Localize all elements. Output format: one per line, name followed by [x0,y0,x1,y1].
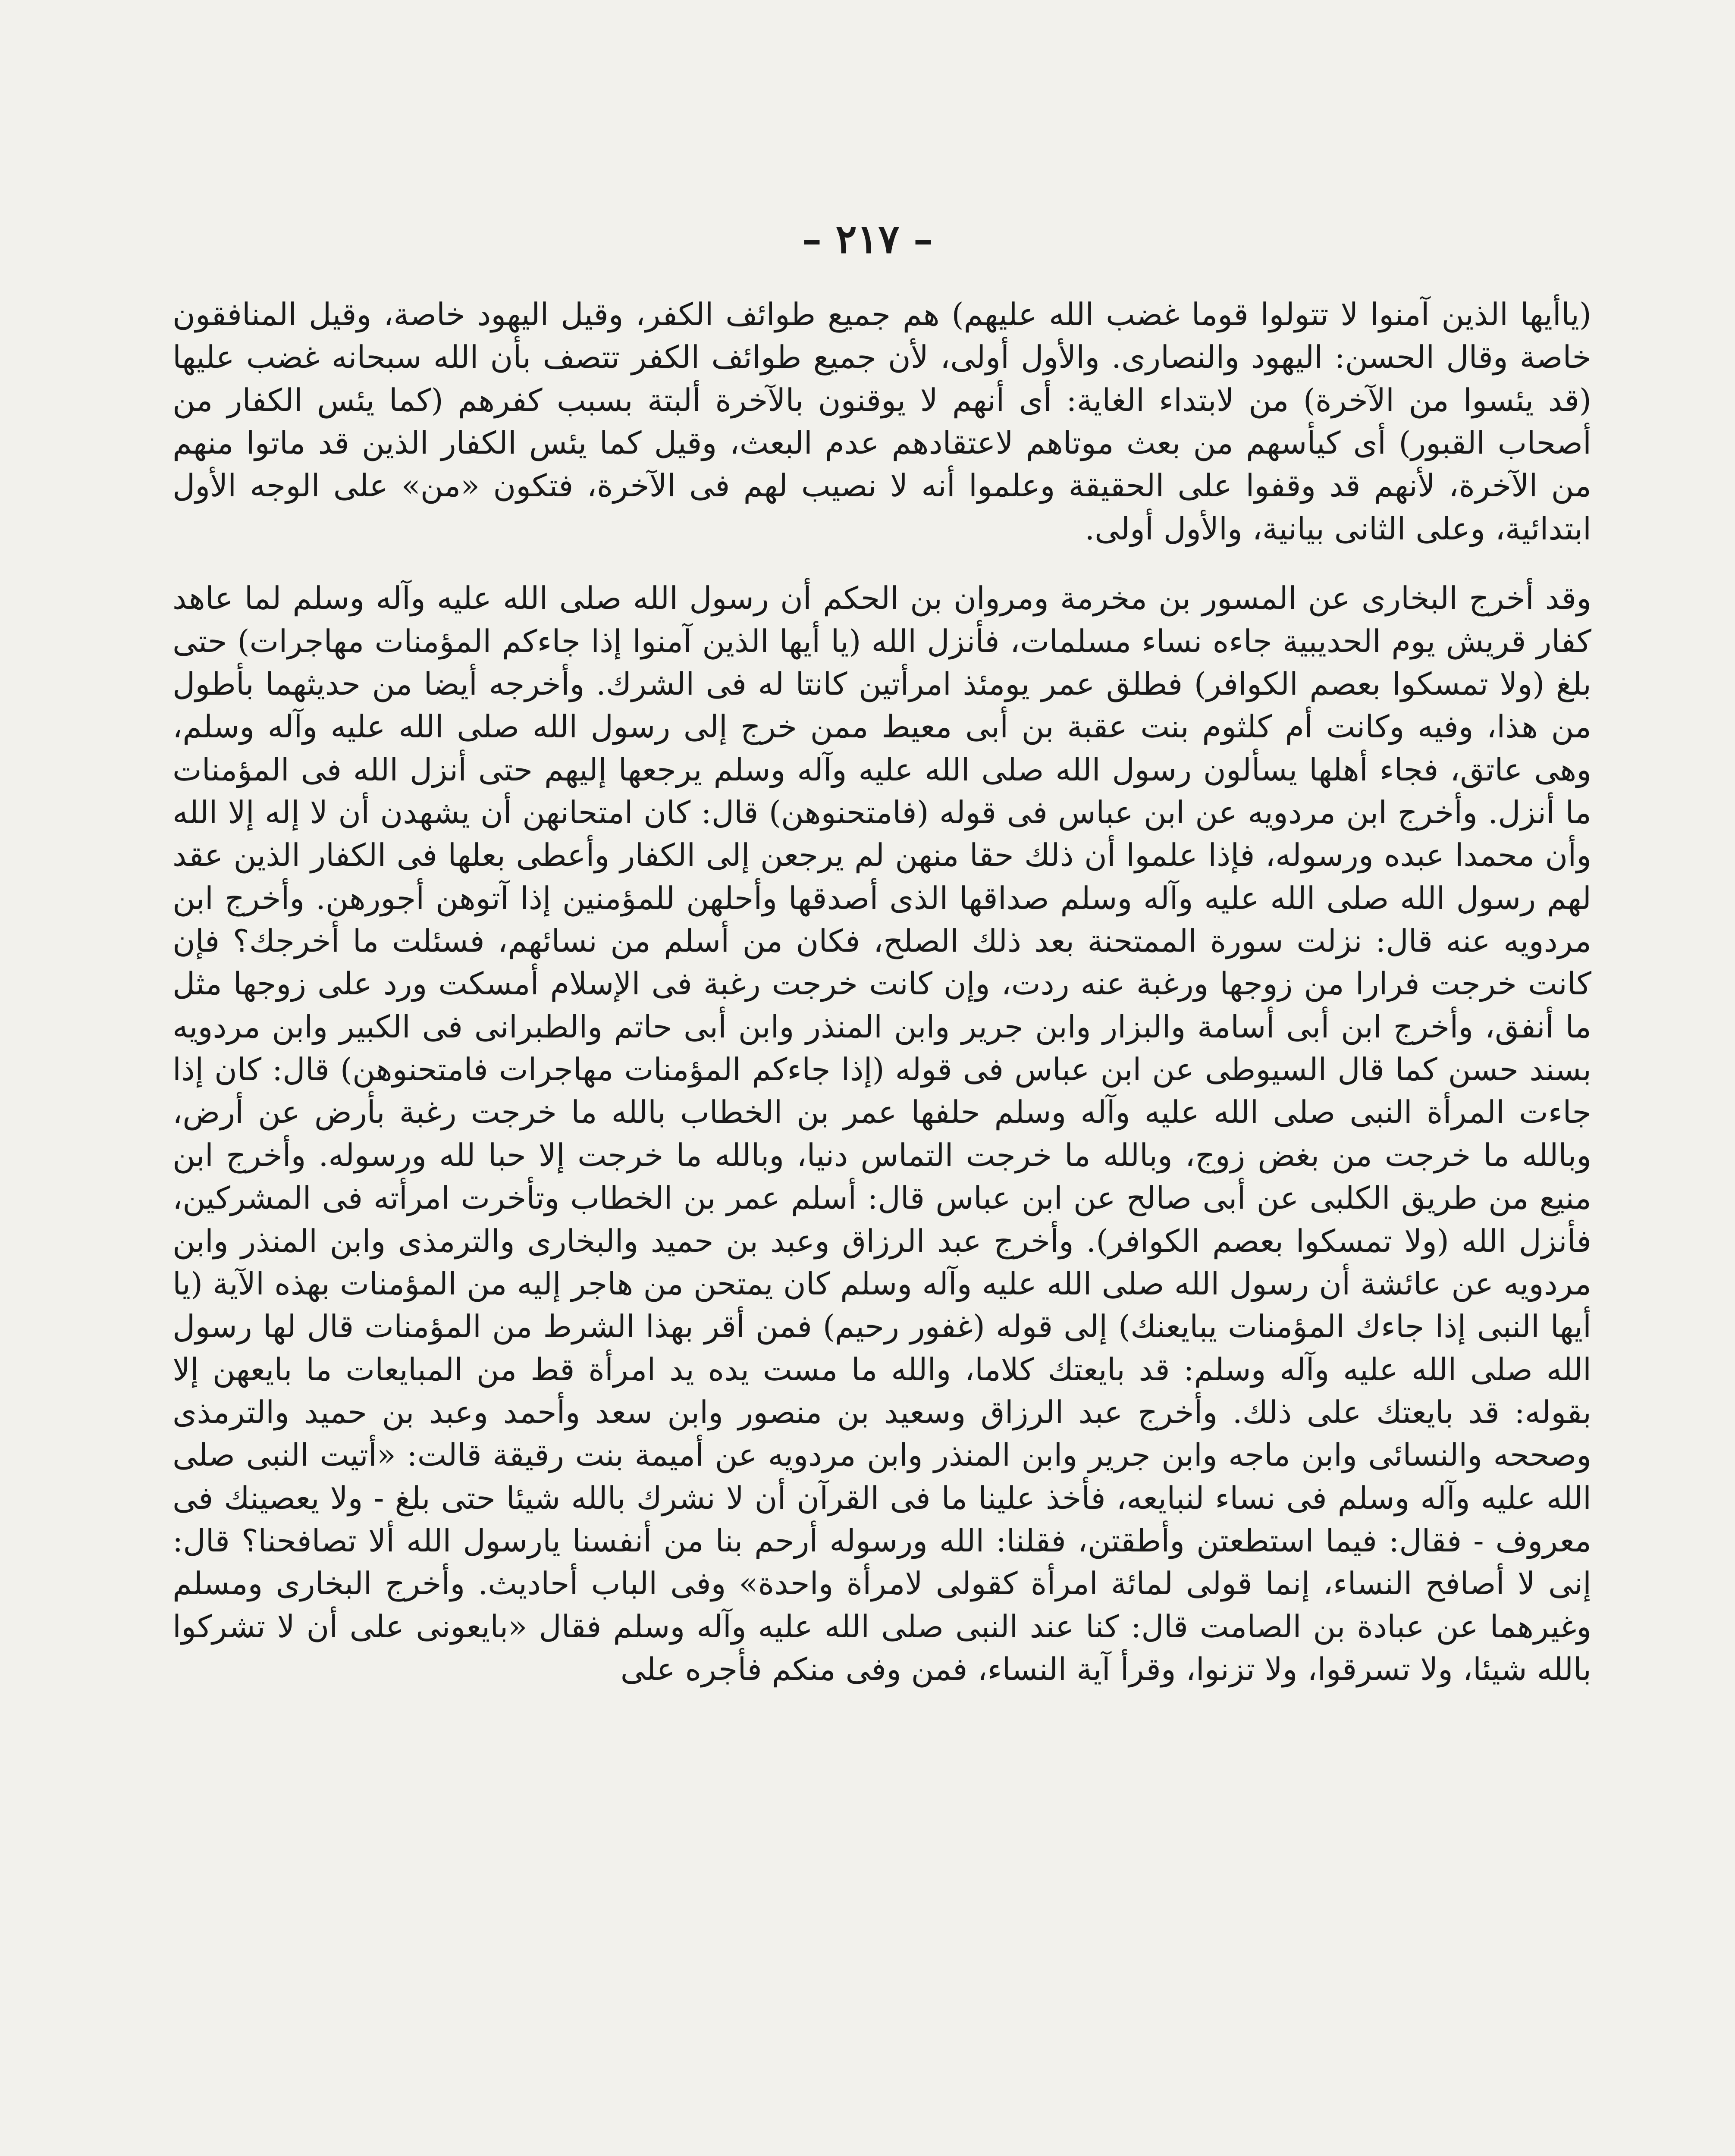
page-number: – ٢١٧ – [802,216,933,262]
page-body [173,293,1591,1718]
paragraph-intro: (ياأيها الذين آمنوا لا تتولوا قوما غضب الله عليهم) هم جميع طوائف الكفر، وقيل اليهود خاصة، وقيل المنافقون خاصة وقال الحسن: اليهود والنصارى. والأول أولى، لأن جميع طوائف الكفر تتصف بأن الله سبحانه غضب عليها (قد يئسوا من الآخرة) من لابتداء الغاية: أى أنهم لا يوقنون بالآخرة ألبتة بسبب كفرهم (كما يئس الكفار من أصحاب القبور) أى كيأسهم من بعث موتاهم لاعتقادهم عدم البعث، وقيل كما يئس الكفار الذين قد ماتوا منهم من الآخرة، لأنهم قد وقفوا على الحقيقة وعلموا أنه لا نصيب لهم فى الآخرة، فتكون «من» على الوجه الأول ابتدائية، وعلى الثانى بيانية، والأول أولى. [173,296,1591,547]
paragraph-hadith: وقد أخرج البخارى عن المسور بن مخرمة ومروان بن الحكم أن رسول الله صلى الله عليه وآله وسلم لما عاهد كفار قريش يوم الحديبية جاءه نساء مسلمات، فأنزل الله (يا أيها الذين آمنوا إذا جاءكم المؤمنات مهاجرات) حتى بلغ (ولا تمسكوا بعصم الكوافر) فطلق عمر يومئذ امرأتين كانتا له فى الشرك. وأخرجه أيضا من حديثهما بأطول من هذا، وفيه وكانت أم كلثوم بنت عقبة بن أبى معيط ممن خرج إلى رسول الله صلى الله عليه وآله وسلم، وهى عاتق، فجاء أهلها يسألون رسول الله صلى الله عليه وآله وسلم يرجعها إليهم حتى أنزل الله فى المؤمنات ما أنزل. وأخرج ابن مردويه عن ابن عباس فى قوله (فامتحنوهن) قال: كان امتحانهن أن يشهدن أن لا إله إلا الله وأن محمدا عبده ورسوله، فإذا علموا أن ذلك حقا منهن لم يرجعن إلى الكفار وأعطى بعلها فى الكفار الذين عقد لهم رسول الله صلى الله عليه وآله وسلم صداقها الذى أصدقها وأحلهن للمؤمنين إذا آتوهن أجورهن. وأخرج ابن مردويه عنه قال: نزلت سورة الممتحنة بعد ذلك الصلح، فكان من أسلم من نسائهم، فسئلت ما أخرجك؟ فإن كانت خرجت فرارا من زوجها ورغبة عنه ردت، وإن كانت خرجت رغبة فى الإسلام أمسكت ورد على زوجها مثل ما أنفق، وأخرج ابن أبى أسامة والبزار وابن جرير وابن المنذر وابن أبى حاتم والطبرانى فى الكبير وابن مردويه بسند حسن كما قال السيوطى عن ابن عباس فى قوله (إذا جاءكم المؤمنات مهاجرات فامتحنوهن) قال: كان إذا جاءت المرأة النبى صلى الله عليه وآله وسلم حلفها عمر بن الخطاب بالله ما خرجت رغبة بأرض عن أرض، وبالله ما خرجت من بغض زوج، وبالله ما خرجت التماس دنيا، وبالله ما خرجت إلا حبا لله ورسوله. وأخرج ابن منيع من طريق الكلبى عن أبى صالح عن ابن عباس قال: أسلم عمر بن الخطاب وتأخرت امرأته فى المشركين، فأنزل الله (ولا تمسكوا بعصم الكوافر). وأخرج عبد الرزاق وعبد بن حميد والبخارى والترمذى وابن المنذر وابن مردويه عن عائشة أن رسول الله صلى الله عليه وآله وسلم كان يمتحن من هاجر إليه من المؤمنات بهذه الآية (يا أيها النبى إذا جاءك المؤمنات يبايعنك) إلى قوله (غفور رحيم) فمن أقر بهذا الشرط من المؤمنات قال لها رسول الله صلى الله عليه وآله وسلم: قد بايعتك كلاما، والله ما مست يده يد امرأة قط من المبايعات ما بايعهن إلا بقوله: قد بايعتك على ذلك. وأخرج عبد الرزاق وسعيد بن منصور وابن سعد وأحمد وعبد بن حميد والترمذى وصححه والنسائى وابن ماجه وابن جرير وابن المنذر وابن مردويه عن أميمة بنت رقيقة قالت: «أتيت النبى صلى الله عليه وآله وسلم فى نساء لنبايعه، فأخذ علينا ما فى القرآن أن لا نشرك بالله شيئا حتى بلغ - ولا يعصينك فى معروف - فقال: فيما استطعتن وأطقتن، فقلنا: الله ورسوله أرحم بنا من أنفسنا يارسول الله ألا تصافحنا؟ قال: إنى لا أصافح النساء، إنما قولى لمائة امرأة كقولى لامرأة واحدة» وفى الباب أحاديث. وأخرج البخارى ومسلم وغيرهما عن عبادة بن الصامت قال: كنا عند النبى صلى الله عليه وآله وسلم فقال «بايعونى على أن لا تشركوا بالله شيئا، ولا تسرقوا، ولا تزنوا، وقرأ آية النساء، فمن وفى منكم فأجره على [173,580,1592,1688]
